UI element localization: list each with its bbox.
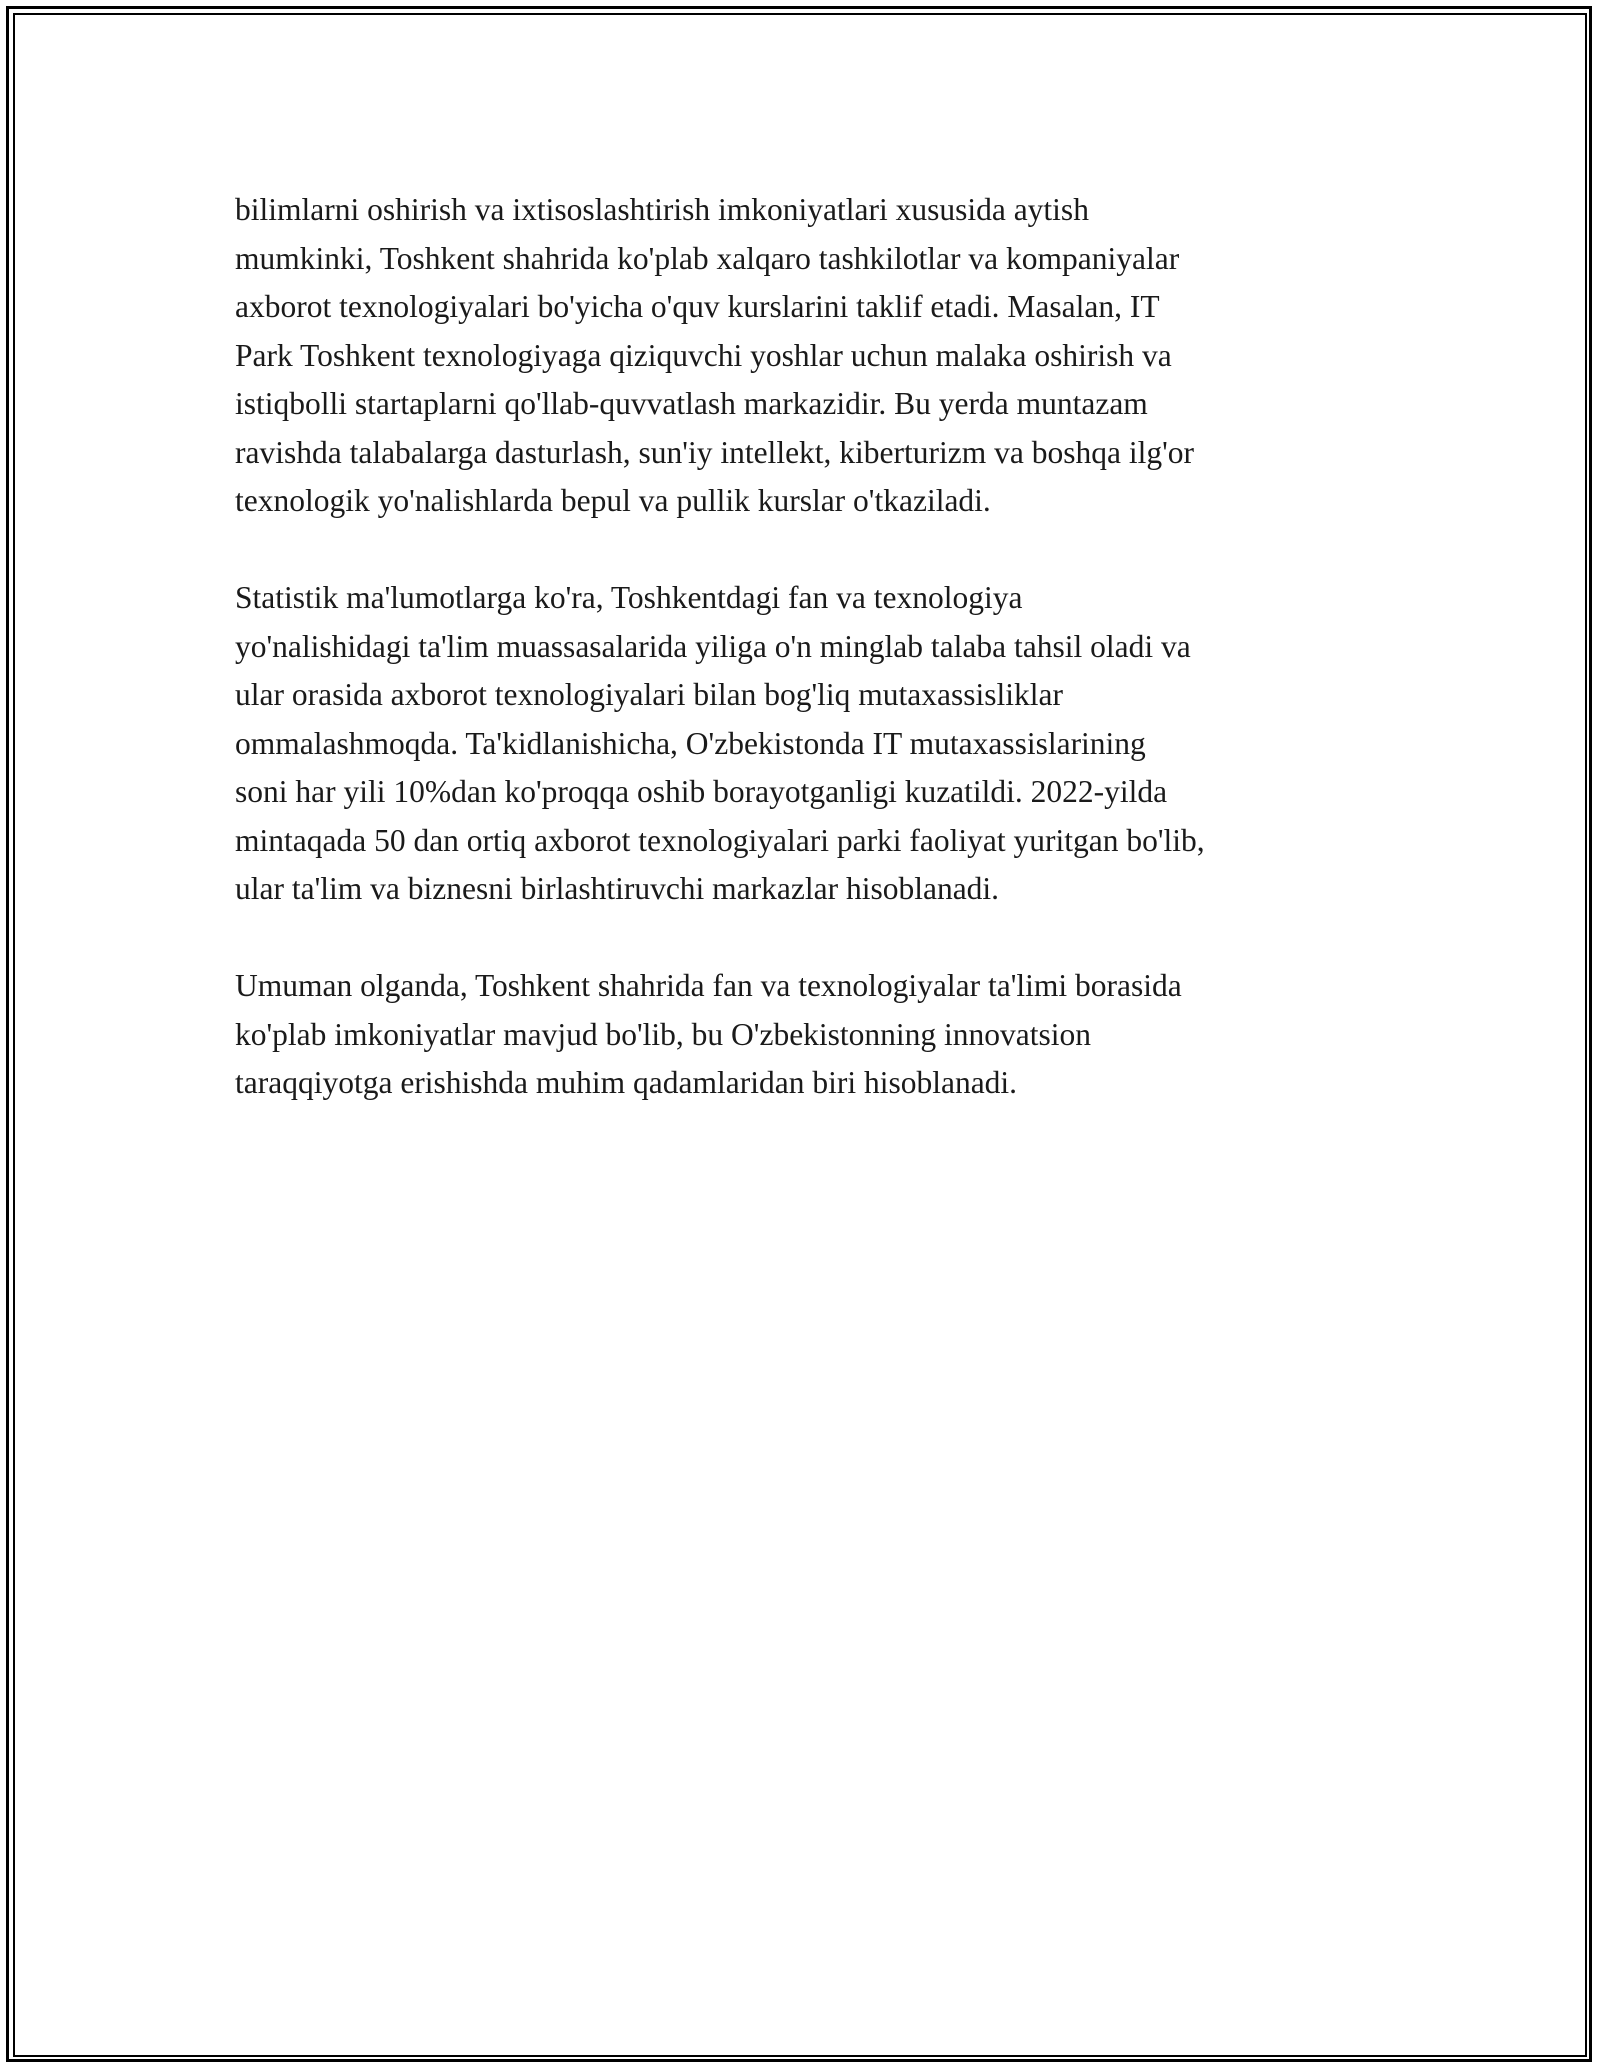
text-line: Umuman olganda, Toshkent shahrida fan va texnologiyalar ta'limi borasida [235,968,1182,1003]
text-line: ommalashmoqda. Ta'kidlanishicha, O'zbekistonda IT mutaxassislarining [235,725,1146,761]
text-line: Park Toshkent texnologiyaga qiziquvchi yoshlar uchun malaka oshirish va [235,337,1172,373]
text-line: yo'nalishidagi ta'lim muassasalarida yiliga o'n minglab talaba tahsil oladi va [235,628,1191,664]
text-line: ko'plab imkoniyatlar mavjud bo'lib, bu O'zbekistonning innovatsion [235,1016,1092,1052]
text-line: soni har yili 10%dan ko'proqqa oshib borayotganligi kuzatildi. 2022-yilda [235,774,1168,809]
text-line: ravishda talabalarga dasturlash, sun'iy intellekt, kiberturizm va boshqa ilg'or [235,434,1195,470]
text-line: mintaqada 50 dan ortiq axborot texnologiyalari parki faoliyat yuritgan bo'lib, [235,822,1205,858]
text-line: axborot texnologiyalari bo'yicha o'quv kurslarini taklif etadi. Masalan, IT [235,289,1160,324]
text-line: istiqbolli startaplarni qo'llab-quvvatlash markazidir. Bu yerda muntazam [235,386,1148,421]
text-line: ular ta'lim va biznesni birlashtiruvchi markazlar hisoblanadi. [235,871,1000,906]
document-body [235,186,1375,1156]
text-line: mumkinki, Toshkent shahrida ko'plab xalqaro tashkilotlar va kompaniyalar [235,240,1180,276]
paragraph-3 [235,962,1375,1108]
text-line: bilimlarni oshirish va ixtisoslashtirish imkoniyatlari xususida aytish [235,192,1089,227]
text-line: ular orasida axborot texnologiyalari bilan bog'liq mutaxassisliklar [235,677,1063,712]
text-line: Statistik ma'lumotlarga ko'ra, Toshkentdagi fan va texnologiya [235,580,1023,615]
paragraph-1 [235,186,1375,526]
paragraph-2 [235,574,1375,914]
text-line: texnologik yo'nalishlarda bepul va pullik kurslar o'tkaziladi. [235,483,991,518]
text-line: taraqqiyotga erishishda muhim qadamlaridan biri hisoblanadi. [235,1065,1018,1100]
